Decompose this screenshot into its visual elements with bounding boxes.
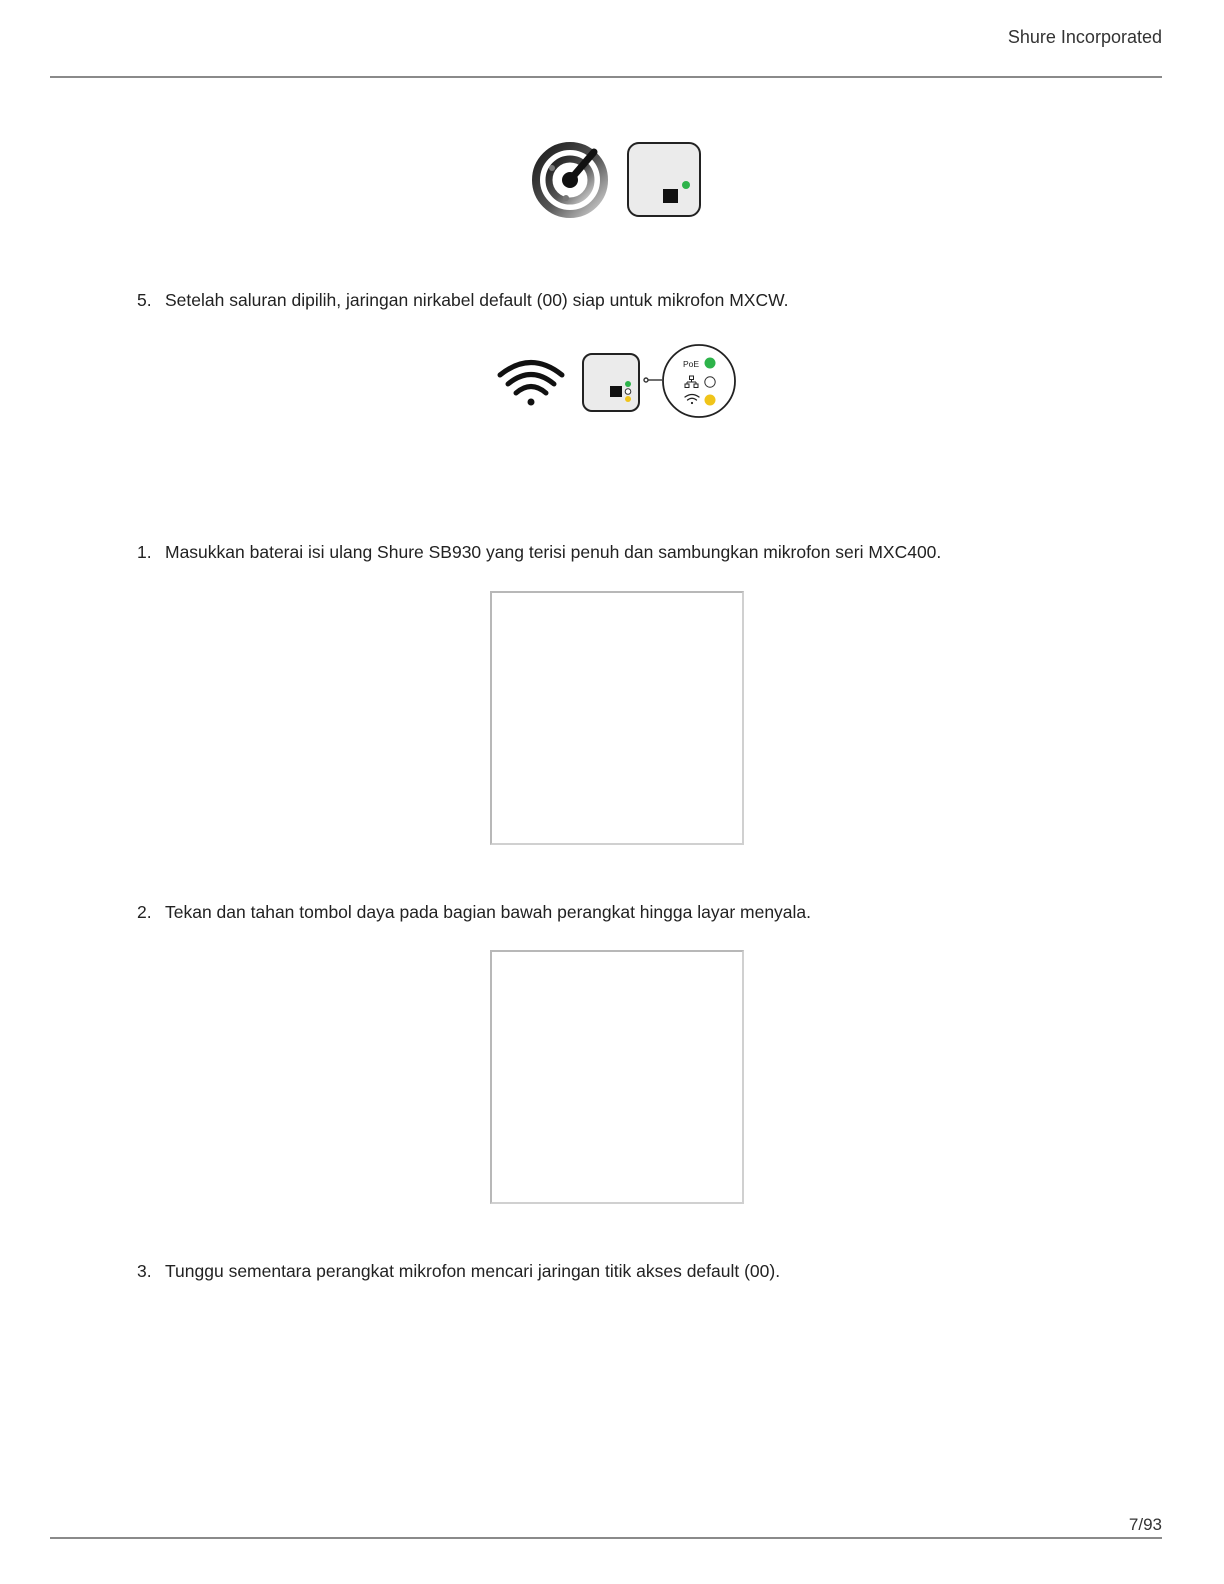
- access-point-icon: [583, 354, 639, 411]
- step-3: [137, 1261, 780, 1282]
- access-point-icon: [628, 143, 700, 216]
- wifi-status-led: [705, 395, 716, 406]
- step-number: 1.: [137, 542, 152, 562]
- step-text: Masukkan baterai isi ulang Shure SB930 yang terisi penuh dan sambungkan mikrofon seri MXC400.: [165, 542, 942, 562]
- header-rule: [50, 76, 1162, 78]
- poe-status-led: [705, 358, 716, 369]
- network-ready-figure: [494, 342, 740, 422]
- callout-connector: [644, 378, 662, 382]
- scan-dial-icon: [536, 146, 604, 214]
- step-2: [137, 902, 811, 923]
- image-placeholder-battery: [490, 591, 744, 845]
- scan-figure: [528, 138, 708, 222]
- poe-label: PoE: [683, 359, 700, 369]
- page-number: 7/93: [1128, 1515, 1162, 1534]
- step-5: [137, 290, 789, 311]
- step-text: Tekan dan tahan tombol daya pada bagian bawah perangkat hingga layar menyala.: [165, 902, 812, 922]
- network-status-led: [705, 377, 715, 387]
- status-panel: [663, 345, 735, 417]
- step-text: Tunggu sementara perangkat mikrofon mencari jaringan titik akses default (00).: [165, 1261, 781, 1281]
- footer-rule: [50, 1537, 1162, 1539]
- header-company: Shure Incorporated: [1007, 27, 1162, 47]
- step-number: 3.: [137, 1261, 152, 1281]
- step-text: Setelah saluran dipilih, jaringan nirkabel default (00) siap untuk mikrofon MXCW.: [165, 290, 789, 310]
- wifi-icon: [500, 363, 562, 406]
- image-placeholder-power-button: [490, 950, 744, 1204]
- step-1: [137, 542, 941, 563]
- step-number: 2.: [137, 902, 152, 922]
- step-number: 5.: [137, 290, 152, 310]
